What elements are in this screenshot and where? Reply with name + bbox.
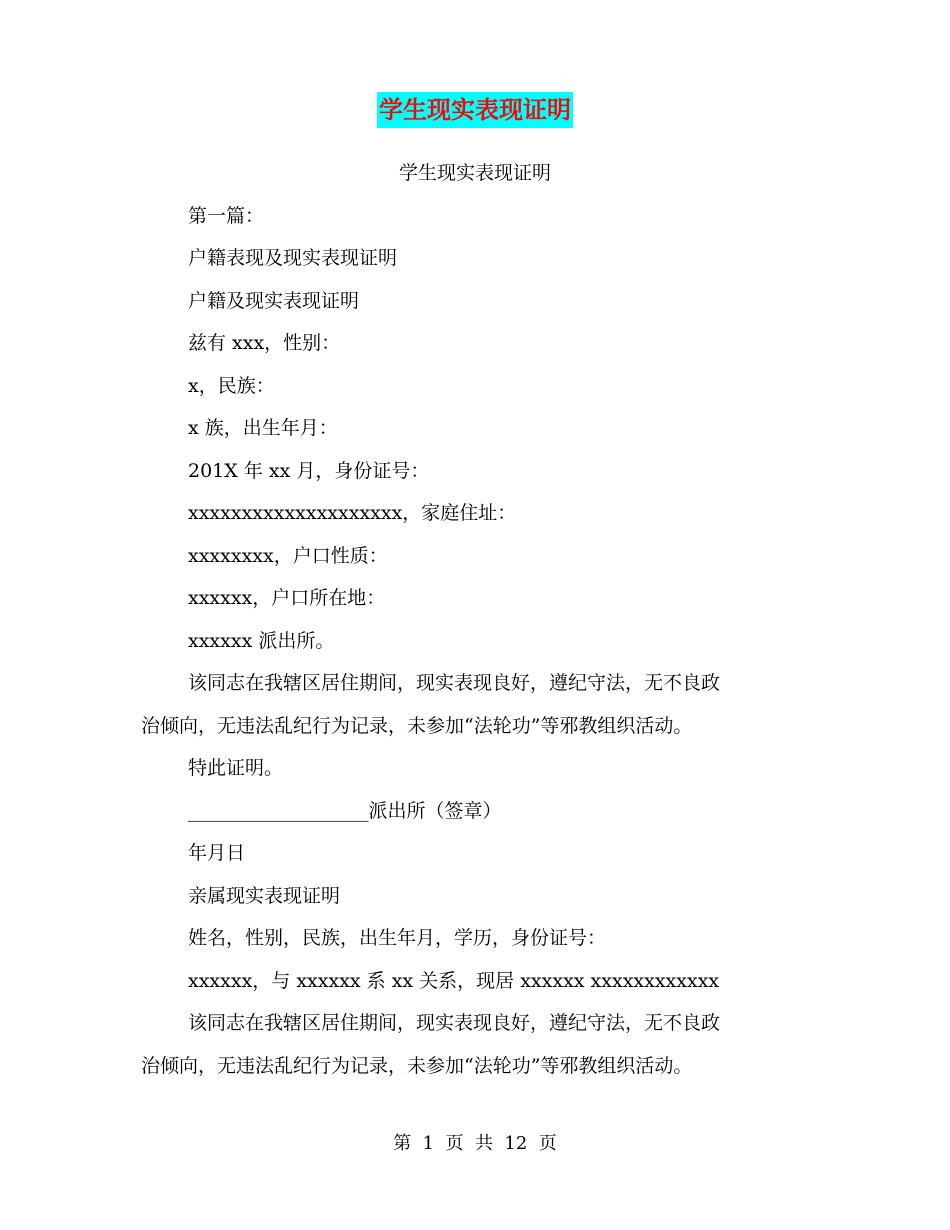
paragraph-line: 治倾向，无违法乱纪行为记录，未参加“法轮功”等邪教组织活动。 — [141, 714, 693, 737]
paragraph-line: 该同志在我辖区居住期间，现实表现良好，遵纪守法，无不良政 — [188, 1012, 721, 1034]
text-line: 201X 年 xx 月，身份证号： — [188, 459, 430, 482]
closing-text: 特此证明。 — [188, 757, 284, 779]
text-line: xxxxxx 派出所。 — [188, 629, 335, 652]
text-line: 第一篇： — [188, 204, 265, 227]
text-line: 户籍表现及现实表现证明 — [188, 247, 398, 269]
paragraph-line: 该同志在我辖区居住期间，现实表现良好，遵纪守法，无不良政 — [188, 672, 721, 694]
text-line: xxxxxx，户口所在地： — [188, 587, 386, 609]
section-heading: 亲属现实表现证明 — [188, 884, 341, 907]
title-container — [0, 92, 950, 128]
text-line: xxxxxx，与 xxxxxx 系 xx 关系，现居 xxxxxx xxxxxxxxxxxx — [188, 969, 720, 992]
text-line: x，民族： — [188, 374, 275, 397]
text-line: xxxxxxxx，户口性质： — [188, 544, 388, 567]
document-title: 学生现实表现证明 — [377, 92, 573, 128]
signature-line: ___________________派出所（签章） — [188, 799, 502, 822]
paragraph-line: 治倾向，无违法乱纪行为记录，未参加“法轮功”等邪教组织活动。 — [141, 1054, 693, 1077]
text-line: x 族，出生年月： — [188, 417, 338, 439]
text-line: 户籍及现实表现证明 — [188, 289, 360, 312]
text-line: 姓名，性别，民族，出生年月，学历，身份证号： — [188, 927, 607, 949]
text-line: xxxxxxxxxxxxxxxxxxxx，家庭住址： — [188, 502, 517, 524]
page-footer — [0, 1128, 950, 1160]
text-line: 兹有 xxx，性别： — [188, 332, 341, 354]
document-body — [141, 152, 809, 1087]
document-subtitle: 学生现实表现证明 — [398, 162, 551, 184]
page-number: 第 1 页 共 12 页 — [393, 1133, 557, 1154]
date-line: 年月日 — [188, 842, 246, 864]
